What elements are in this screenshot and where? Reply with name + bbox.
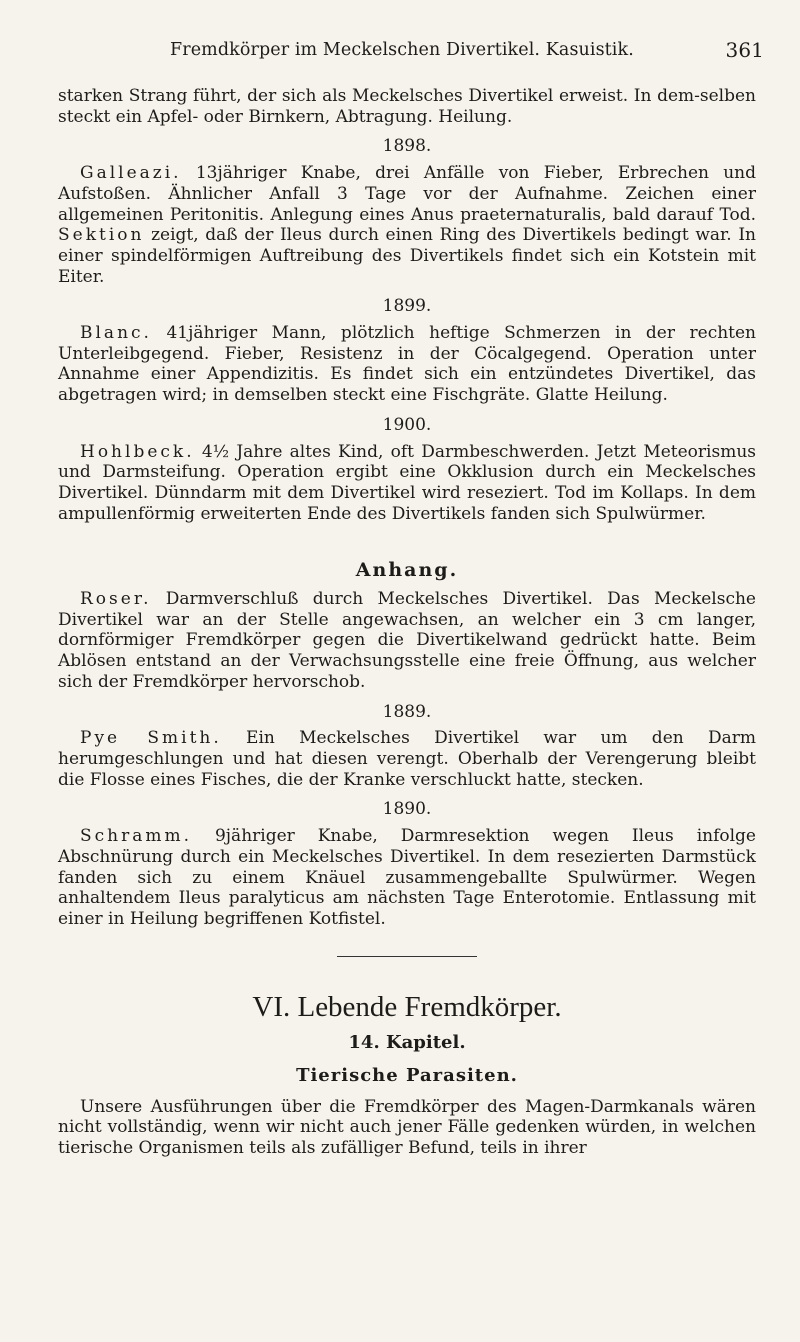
case-year: 1898. [382,136,432,157]
anhang-entry-pye-smith [58,702,756,791]
case-text: 13jähriger Knabe, drei Anfälle von Fieber, Erbrechen und Aufstoßen. Ähnlicher Anfall 3 Tage vor der Aufnahme. Zeichen einer allgemeinen Peritonitis. Anlegung eines Anus praeternaturalis, bald darauf Tod. [58,163,756,225]
case-text-continued: zeigt, daß der Ileus durch einen Ring des Divertikels bedingt war. In einer spindelförmigen Auftreibung des Divertikels findet sich ein Kotstein mit Eiter. [58,225,756,287]
page-number: 361 [725,38,764,62]
intro-paragraph: starken Strang führt, der sich als Meckelsches Divertikel erweist. In dem-selben steckt ein Apfel- oder Birnkern, Abtragung. Heilung. [58,86,756,127]
header-title: Fremdkörper im Meckelschen Divertikel. Kasuistik. [170,40,634,60]
anhang-entry-roser [58,589,756,693]
section-title: VI. Lebende Fremdkörper. [252,990,562,1023]
case-author: Hohlbeck. [80,441,195,462]
anhang-paragraph [58,826,756,930]
case-hohlbeck [58,415,756,525]
anhang-text: 9jähriger Knabe, Darmresektion wegen Ileus infolge Abschnürung durch ein Meckelsches Divertikel. In dem resezierten Darmstück fanden sich zu einem Knäuel zusammengeballte Spulwürmer. Wegen anhaltendem Ileus paralyticus am nächsten Tage Enterotomie. Entlassung mit einer in Heilung begriffenen Kotfistel. [58,826,756,929]
anhang-text: Darmverschluß durch Meckelsches Divertikel. Das Meckelsche Divertikel war an der Stelle angewachsen, an welcher ein 3 cm langer, dornförmiger Fremdkörper gegen die Divertikelwand gedrückt hatte. Beim Ablösen entstand an der Verwachsungsstelle eine freie Öffnung, aus welcher sich der Fremdkörper hervorschob. [58,589,756,692]
anhang-heading: Anhang. [355,559,459,582]
case-year: 1899. [382,296,432,317]
chapter-heading: 14. Kapitel. [348,1032,466,1054]
anhang-author: Roser. [80,589,152,610]
case-author: Galleazi. [80,163,182,184]
anhang-year: 1889. [382,701,432,722]
case-author: Blanc. [80,323,152,344]
case-emphasis: Sektion [58,225,145,246]
anhang-paragraph [58,589,756,693]
anhang-author: Schramm. [80,826,193,847]
anhang-author: Pye Smith. [80,728,222,749]
chapter-subtitle: Tierische Parasiten. [296,1065,518,1087]
case-text: 41jähriger Mann, plötzlich heftige Schmerzen in der rechten Unterleibgegend. Fieber, Resistenz in der Cöcalgegend. Operation unter Annahme einer Appendizitis. Es findet sich ein entzündetes Divertikel, das abgetragen wird; in demselben steckt eine Fischgräte. Glatte Heilung. [58,323,756,406]
anhang-paragraph [58,728,756,790]
case-galleazi [58,136,756,287]
case-paragraph [58,163,756,287]
case-paragraph [58,442,756,525]
page-body [58,86,756,1159]
case-paragraph [58,323,756,406]
anhang-entry-schramm [58,799,756,929]
chapter-intro-paragraph: Unsere Ausführungen über die Fremdkörper des Magen-Darmkanals wären nicht vollständig, wenn wir nicht auch jener Fälle gedenken würden, in welchen tierische Organismen teils als zufälliger Befund, teils in ihrer [58,1096,756,1159]
anhang-year: 1890. [382,799,432,820]
anhang-text: Ein Meckelsches Divertikel war um den Darm herumgeschlungen und hat diesen verengt. Oberhalb der Verengerung bleibt die Flosse eines Fisches, die der Kranke verschluckt hatte, stecken. [58,728,756,790]
case-text: 4½ Jahre altes Kind, oft Darmbeschwerden. Jetzt Meteorismus und Darmsteifung. Operation ergibt eine Okklusion durch ein Meckelsches Divertikel. Dünndarm mit dem Divertikel wird reseziert. Tod im Kollaps. In dem ampullenförmig erweiterten Ende des Divertikels fanden sich Spulwürmer. [58,441,756,524]
case-blanc [58,296,756,406]
section-divider [337,956,477,957]
case-year: 1900. [382,414,432,435]
